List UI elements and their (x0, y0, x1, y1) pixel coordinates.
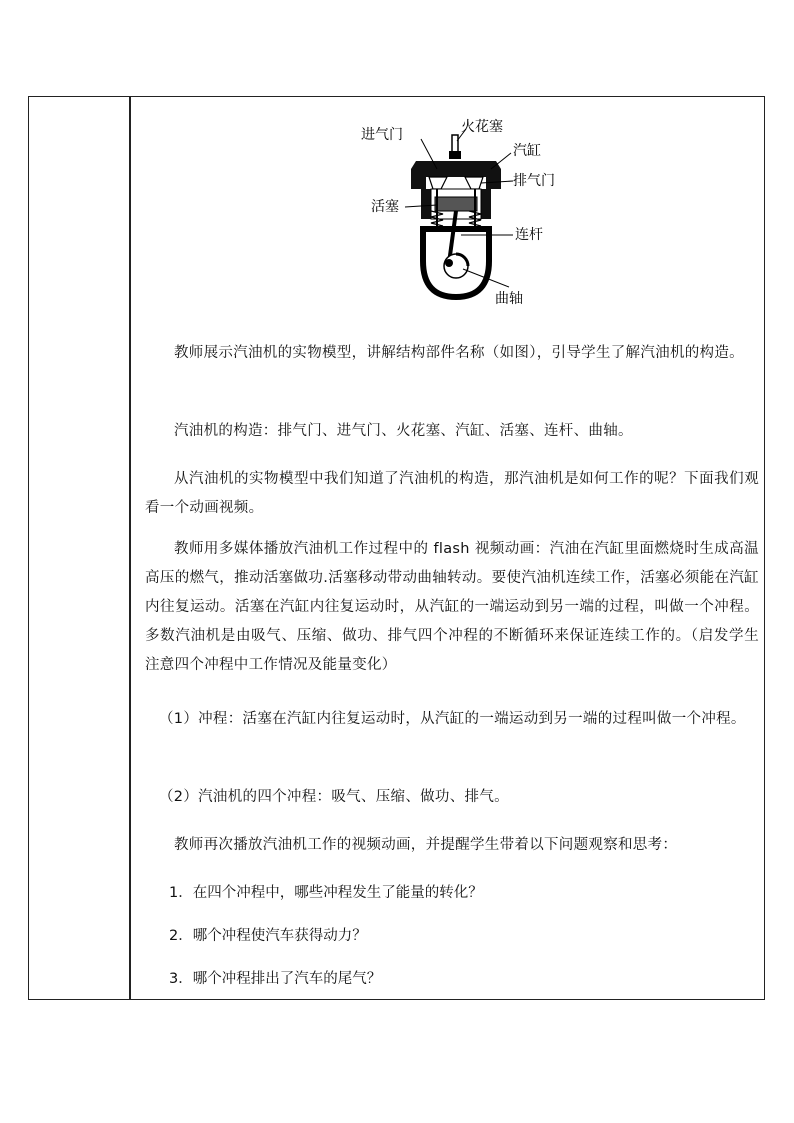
question-item: 1．在四个冲程中，哪些冲程发生了能量的转化？ (169, 885, 483, 901)
piston-shape (435, 197, 477, 211)
paragraph-four-strokes: （2）汽油机的四个冲程：吸气、压缩、做功、排气。 (159, 789, 509, 805)
content-cell (131, 97, 764, 999)
engine-diagram (361, 111, 561, 323)
paragraph-transition: 从汽油机的实物模型中我们知道了汽油机的构造，那汽油机是如何工作的呢？下面我们观看一个动画视频。 (145, 471, 759, 516)
lesson-table (28, 96, 765, 1000)
paragraph-structure: 汽油机的构造：排气门、进气门、火花塞、汽缸、活塞、连杆、曲轴。 (174, 423, 633, 439)
label-exhaust-valve: 排气门 (513, 173, 555, 189)
paragraph-replay-prompt: 教师再次播放汽油机工作的视频动画，并提醒学生带着以下问题观察和思考： (174, 837, 678, 853)
label-spark-plug: 火花塞 (461, 119, 503, 135)
label-piston: 活塞 (371, 199, 399, 215)
label-connecting-rod: 连杆 (515, 227, 543, 243)
left-cell (29, 97, 129, 999)
label-intake-valve: 进气门 (361, 127, 403, 143)
question-item: 3．哪个冲程排出了汽车的尾气？ (169, 971, 382, 987)
label-crankshaft: 曲轴 (495, 291, 523, 307)
cylinder-head-shape (411, 161, 501, 189)
spark-plug-base (449, 151, 461, 159)
question-item: 2．哪个冲程使汽车获得动力？ (169, 928, 367, 944)
label-cylinder: 汽缸 (513, 143, 541, 159)
paragraph-model-demo: 教师展示汽油机的实物模型，讲解结构部件名称（如图），引导学生了解汽油机的构造。 (174, 345, 744, 361)
paragraph-stroke-definition: （1）冲程：活塞在汽缸内往复运动时，从汽缸的一端运动到另一端的过程叫做一个冲程。 (159, 711, 746, 727)
paragraph-video-explanation: 教师用多媒体播放汽油机工作过程中的 flash 视频动画：汽油在汽缸里面燃烧时生成高温高压的燃气，推动活塞做功.活塞移动带动曲轴转动。要使汽油机连续工作，活塞必须能在汽缸内往复运动。活塞在汽缸内往复运动时，从汽缸的一端运动到另一端的过程，叫做一个冲程。多数汽油机是由吸气、压缩、做功、排气四个冲程的不断循环来保证连续工作的。（启发学生注意四个冲程中工作情况及能量变化） (145, 541, 759, 673)
